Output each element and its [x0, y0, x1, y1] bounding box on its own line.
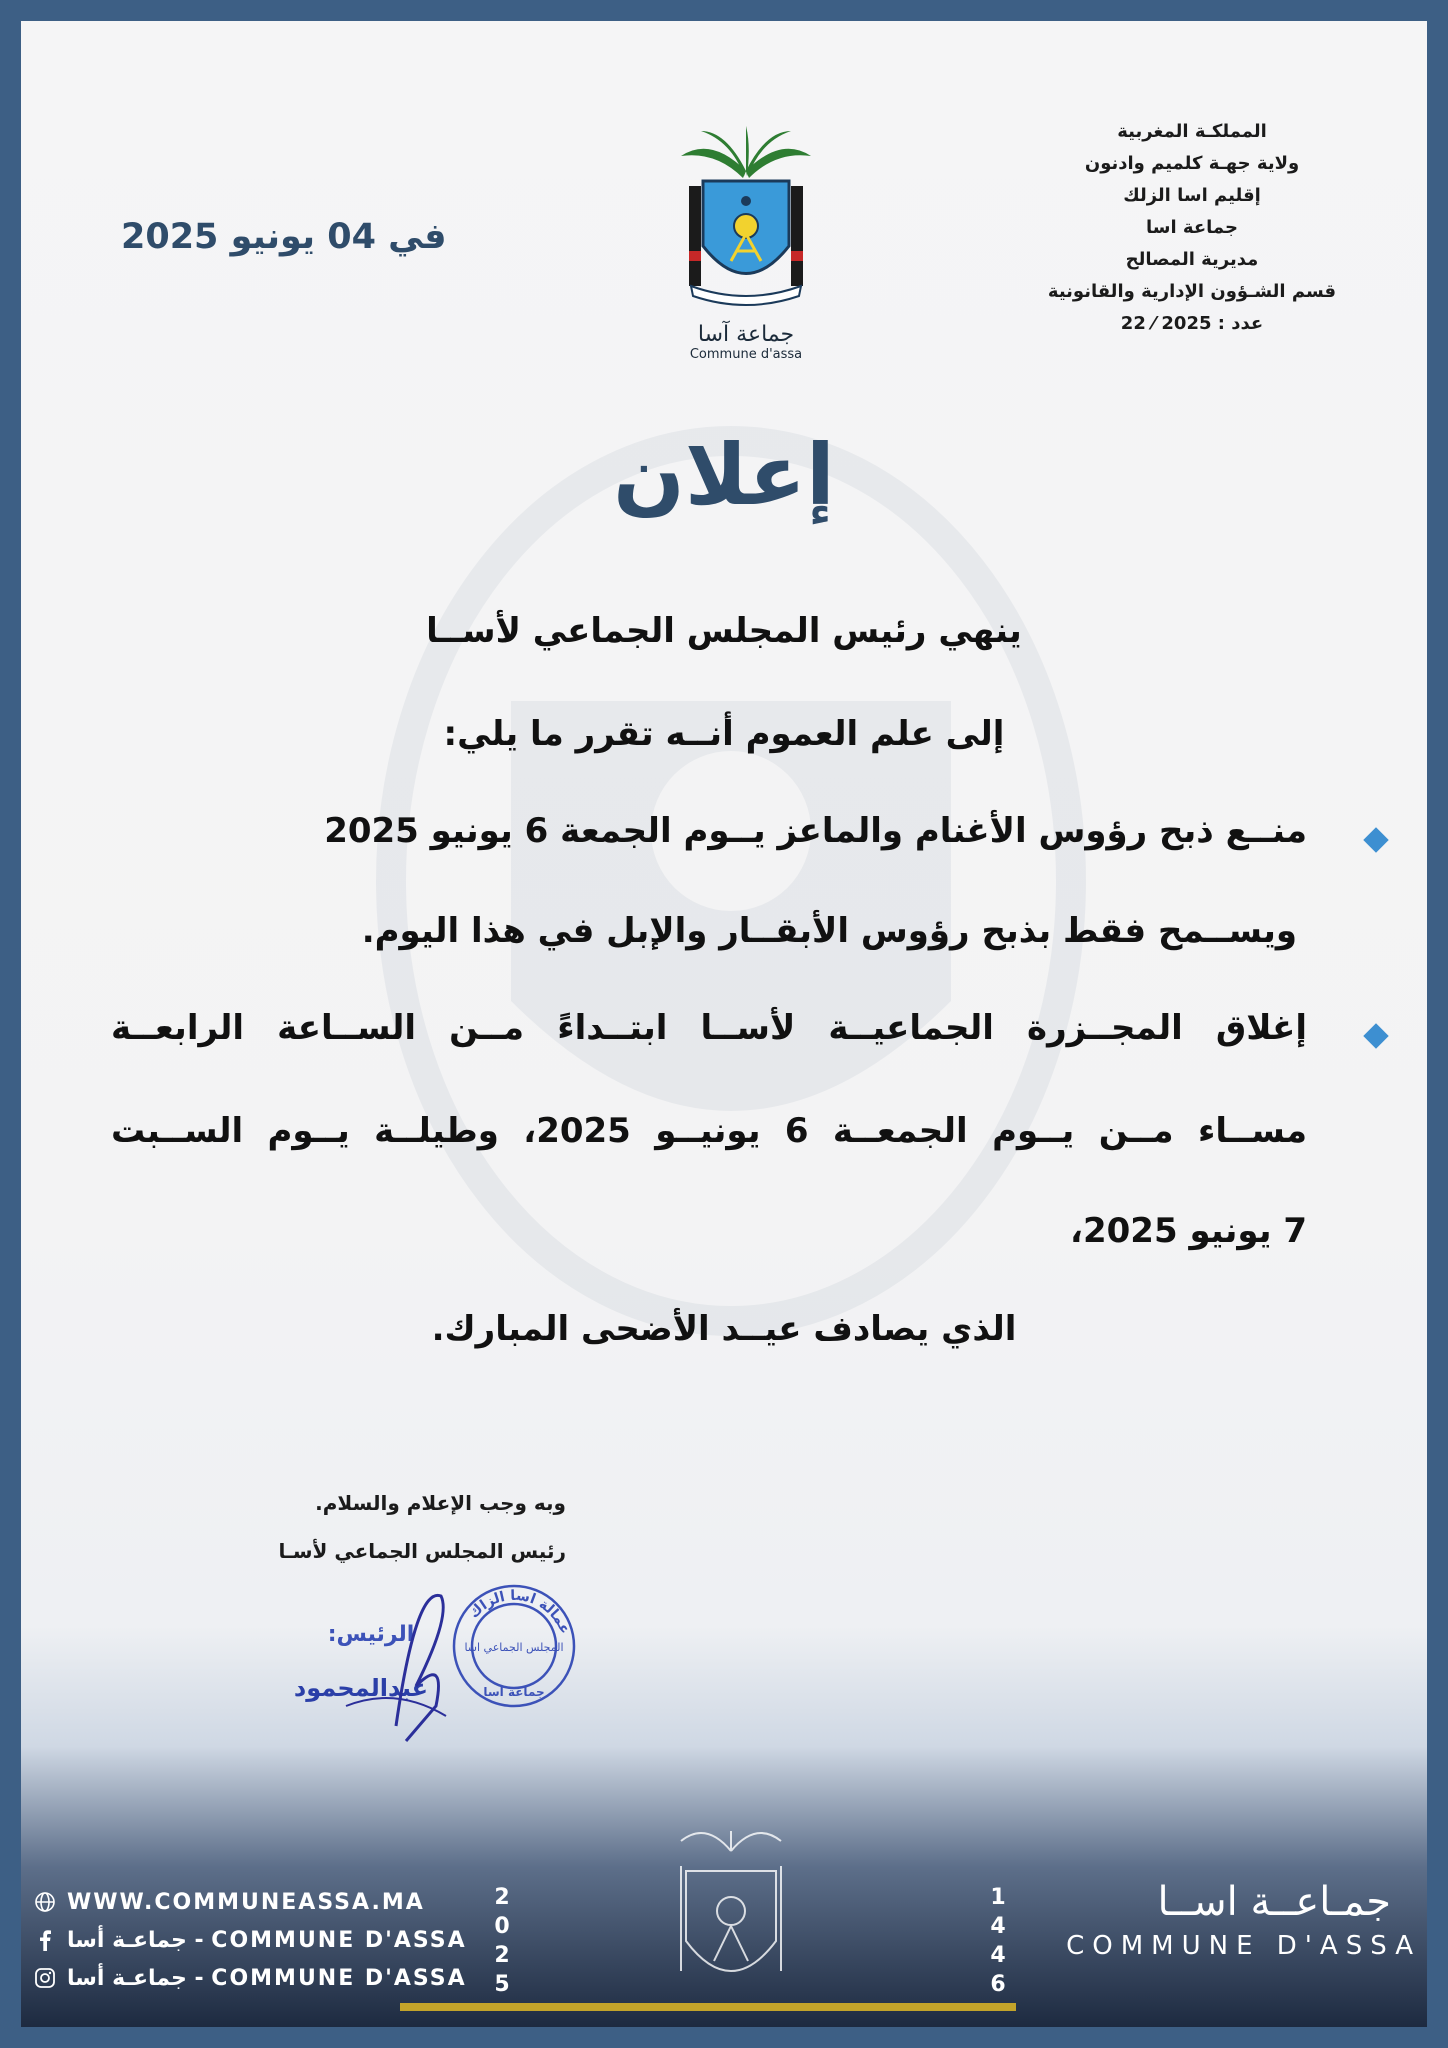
- globe-icon: [33, 1890, 57, 1914]
- footer-emblem-icon: [666, 1821, 796, 2011]
- item-2-line-1: إغلاق المجــزرة الجماعيــة لأســا ابتــداءً مــن الســاعة الرابعــة: [111, 1008, 1307, 1048]
- header-line-reference: عدد : 2025 ⁄ 22: [1120, 313, 1264, 334]
- footer-contacts: [33, 1883, 467, 1997]
- bullet-2-icon: [1363, 1023, 1388, 1048]
- salutation: وبه وجب الإعلام والسلام.: [315, 1491, 566, 1515]
- hijri-digit: 6: [990, 1972, 1006, 1997]
- stamp-outer-text: عمالة اسا الزاك: [466, 1587, 573, 1637]
- signed-label: الرئيس:: [327, 1622, 415, 1647]
- item-2-line-2: مســاء مــن يــوم الجمعــة 6 يونيــو 2025، وطيلــة يــوم الســبت: [111, 1111, 1308, 1151]
- announcement-title: إعلان: [613, 426, 835, 524]
- issuer-header: [1012, 116, 1372, 340]
- closing-line: الذي يصادف عيــد الأضحى المبارك.: [431, 1309, 1017, 1349]
- document-date: في 04 يونيو 2025: [121, 217, 447, 257]
- announcement-page: [21, 21, 1427, 2027]
- signature-and-stamp: [276, 1566, 586, 1756]
- year-digit: 5: [494, 1972, 510, 1997]
- website-row[interactable]: [33, 1883, 467, 1921]
- hijri-digit: 1: [990, 1885, 1006, 1910]
- instagram-icon: [33, 1966, 57, 1990]
- website-link[interactable]: WWW.COMMUNEASSA.MA: [67, 1889, 425, 1915]
- official-stamp-icon: [276, 1566, 586, 1756]
- coat-of-arms-icon: [671, 126, 821, 316]
- commune-logo: [661, 126, 831, 376]
- intro-line-1: ينهي رئيس المجلس الجماعي لأســا: [426, 611, 1022, 651]
- signed-name: عبدالمحمود: [293, 1674, 429, 1702]
- stamp-bottom-text: جماعة اسا: [483, 1685, 545, 1699]
- item-2-line-3: 7 يونيو 2025،: [1070, 1211, 1307, 1251]
- footer-hijri-year: [987, 1883, 1009, 1999]
- year-digit: 0: [494, 1914, 510, 1939]
- footer-gregorian-year: [491, 1883, 513, 1999]
- item-1-line-2: ويســمح فقط بذبح رؤوس الأبقــار والإبل في هذا اليوم.: [361, 911, 1297, 951]
- hijri-digit: 4: [990, 1943, 1006, 1968]
- brand-name-ar: جمـاعــة اســا: [1157, 1879, 1391, 1925]
- footer-accent-bar: [400, 2003, 1016, 2011]
- header-line-directorate: مديرية المصالح: [1125, 249, 1259, 270]
- footer-brand: [1021, 1879, 1421, 1961]
- header-line-region: ولاية جهـة كلميم وادنون: [1084, 153, 1300, 174]
- bullet-1-icon: [1363, 827, 1388, 852]
- year-digit: 2: [494, 1885, 510, 1910]
- stamp-inner-text: المجلس الجماعي اسا: [464, 1641, 564, 1654]
- header-line-province: إقليم اسا الزلك: [1123, 185, 1261, 206]
- signature-block: [256, 1479, 566, 1575]
- facebook-link[interactable]: جماعـة أسا - COMMUNE D'ASSA: [67, 1927, 467, 1953]
- brand-name-fr: COMMUNE D'ASSA: [1066, 1931, 1421, 1961]
- intro-line-2: إلى علم العموم أنــه تقرر ما يلي:: [443, 714, 1005, 754]
- item-1-line-1: منــع ذبح رؤوس الأغنام والماعز يــوم الجمعة 6 يونيو 2025: [324, 811, 1307, 851]
- facebook-row[interactable]: [33, 1921, 467, 1959]
- facebook-icon: [33, 1928, 57, 1952]
- logo-name-ar: جماعة آسا: [697, 322, 795, 347]
- year-digit: 2: [494, 1943, 510, 1968]
- header-line-department: قسم الشـؤون الإدارية والقانونية: [1047, 281, 1337, 302]
- header-line-commune: جماعة اسا: [1146, 217, 1238, 238]
- logo-name-fr: Commune d'assa: [689, 347, 803, 362]
- hijri-digit: 4: [990, 1914, 1006, 1939]
- header-line-kingdom: المملكـة المغربية: [1117, 121, 1267, 142]
- signatory-role: رئيس المجلس الجماعي لأسـا: [278, 1539, 566, 1563]
- instagram-link[interactable]: جماعـة أسا - COMMUNE D'ASSA: [67, 1965, 467, 1991]
- instagram-row[interactable]: [33, 1959, 467, 1997]
